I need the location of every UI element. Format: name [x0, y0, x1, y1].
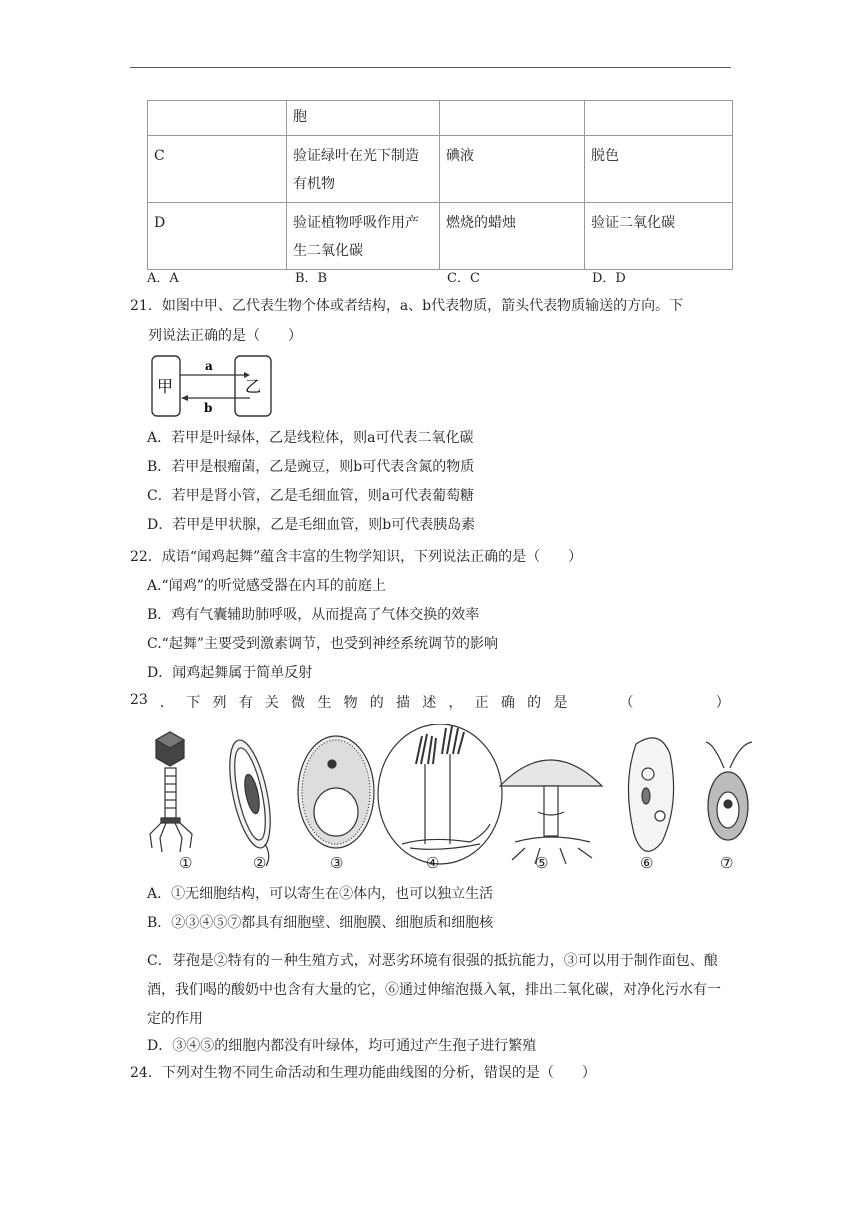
table-cell: 验证绿叶在光下制造有机物	[287, 136, 440, 203]
q22-option-d: D．闻鸡起舞属于简单反射	[147, 665, 313, 681]
q20-option-a: A．A	[147, 271, 179, 286]
q21-option-b: B．若甲是根瘤菌，乙是豌豆，则b可代表含氮的物质	[147, 459, 475, 475]
table-cell	[440, 101, 585, 136]
figure-label: ⑤	[535, 854, 549, 872]
header-rule	[130, 67, 731, 68]
figure-label: ⑥	[640, 854, 654, 872]
transport-diagram	[150, 354, 275, 418]
figure-label: ④	[426, 854, 440, 872]
q23-option-d: D．③④⑤的细胞内都没有叶绿体，均可通过产生孢子进行繁殖	[147, 1038, 537, 1054]
q22-option-b: B．鸡有气囊辅助肺呼吸，从而提高了气体交换的效率	[147, 607, 480, 623]
q22-stem: 22．成语“闻鸡起舞”蕴含丰富的生物学知识，下列说法正确的是（ ）	[130, 549, 583, 565]
q24-stem: 24．下列对生物不同生命活动和生理功能曲线图的分析，错误的是（ ）	[130, 1065, 596, 1081]
table-cell: 胞	[287, 101, 440, 136]
q23-option-c: C．芽孢是②特有的－种生殖方式，对恶劣环境有很强的抵抗能力，③可以用于制作面包、酿酒，我们喝的酸奶中也含有大量的它，⑥通过伸缩泡摄入氧，排出二氧化碳，对净化污水有一定的作用	[147, 953, 721, 1027]
q21-stem	[130, 291, 735, 351]
microorganism-figures	[140, 724, 770, 874]
arrow-b-label: b	[204, 401, 213, 415]
figure-label: ⑦	[720, 854, 734, 872]
q23-stem	[130, 692, 730, 712]
q20-options	[147, 267, 732, 287]
q22-option-a: A.“闻鸡”的听觉感受器在内耳的前庭上	[147, 578, 386, 594]
table-cell: D	[148, 203, 287, 270]
paramecium-figure	[628, 738, 673, 851]
q23-stem-char: 述	[422, 695, 437, 711]
q23-stem-char: （	[619, 695, 634, 711]
table-row	[148, 203, 733, 270]
chlamydomonas-figure	[706, 742, 752, 840]
table-cell	[148, 101, 287, 136]
table-cell: 验证植物呼吸作用产生二氧化碳	[287, 203, 440, 270]
table-row	[148, 136, 733, 203]
table-cell: C	[148, 136, 287, 203]
bacterium-figure	[222, 737, 278, 866]
mushroom-figure	[500, 760, 602, 864]
table-cell: 燃烧的蜡烛	[440, 203, 585, 270]
jia-label: 甲	[157, 377, 174, 396]
figure-label: ③	[330, 854, 344, 872]
q20-option-c: C．C	[447, 271, 480, 286]
bacteriophage-figure	[150, 732, 192, 852]
q21-option-c: C．若甲是肾小管，乙是毛细血管，则a可代表葡萄糖	[147, 488, 475, 504]
q20-option-b: B．B	[295, 271, 328, 286]
arrow-b-head	[181, 395, 188, 401]
yeast-figure	[298, 736, 374, 848]
q23-stem-char: ．	[160, 695, 175, 711]
q23-stem-char: 23	[130, 692, 148, 708]
q23-stem-char: 确	[500, 695, 515, 711]
q22-option-c: C.“起舞”主要受到激素调节，也受到神经系统调节的影响	[147, 636, 498, 652]
table-row	[148, 101, 733, 136]
q21-option-d: D．若甲是甲状腺，乙是毛细血管，则b可代表胰岛素	[147, 517, 476, 533]
q21-stem-line1: 21．如图中甲、乙代表生物个体或者结构，a、b代表物质，箭头代表物质输送的方向。下	[130, 298, 684, 314]
q23-stem-char: 微	[291, 695, 306, 711]
q23-stem-char: 的	[369, 695, 384, 711]
q23-stem-char: 列	[212, 695, 227, 711]
table-cell: 验证二氧化碳	[585, 203, 733, 270]
yi-label: 乙	[245, 377, 262, 396]
table-cell: 脱色	[585, 136, 733, 203]
q23-stem-char: 正	[474, 695, 489, 711]
q23-stem-char: ）	[715, 695, 730, 711]
q23-stem-char: ，	[448, 695, 463, 711]
q21-option-a: A．若甲是叶绿体，乙是线粒体，则a可代表二氧化碳	[147, 430, 474, 446]
q23-stem-char: 生	[317, 695, 332, 711]
experiment-table	[147, 100, 733, 270]
q23-stem-char: 物	[343, 695, 358, 711]
q20-option-d: D．D	[592, 271, 626, 286]
q23-stem-char: 描	[396, 695, 411, 711]
arrow-a-label: a	[205, 359, 213, 373]
q23-stem-char: 的	[527, 695, 542, 711]
figure-label: ①	[179, 854, 193, 872]
q23-stem-char: 关	[264, 695, 279, 711]
q23-option-b: B．②③④⑤⑦都具有细胞壁、细胞膜、细胞质和细胞核	[147, 915, 494, 931]
q23-stem-char: 是	[553, 695, 568, 711]
q23-option-a: A．①无细胞结构，可以寄生在②体内，也可以独立生活	[147, 886, 494, 902]
table-cell: 碘液	[440, 136, 585, 203]
figure-label: ②	[253, 854, 267, 872]
q23-stem-char: 下	[186, 695, 201, 711]
q21-stem-line2: 列说法正确的是（ ）	[148, 328, 302, 344]
penicillium-figure	[378, 724, 502, 864]
q23-stem-char: 有	[238, 695, 253, 711]
table-cell	[585, 101, 733, 136]
